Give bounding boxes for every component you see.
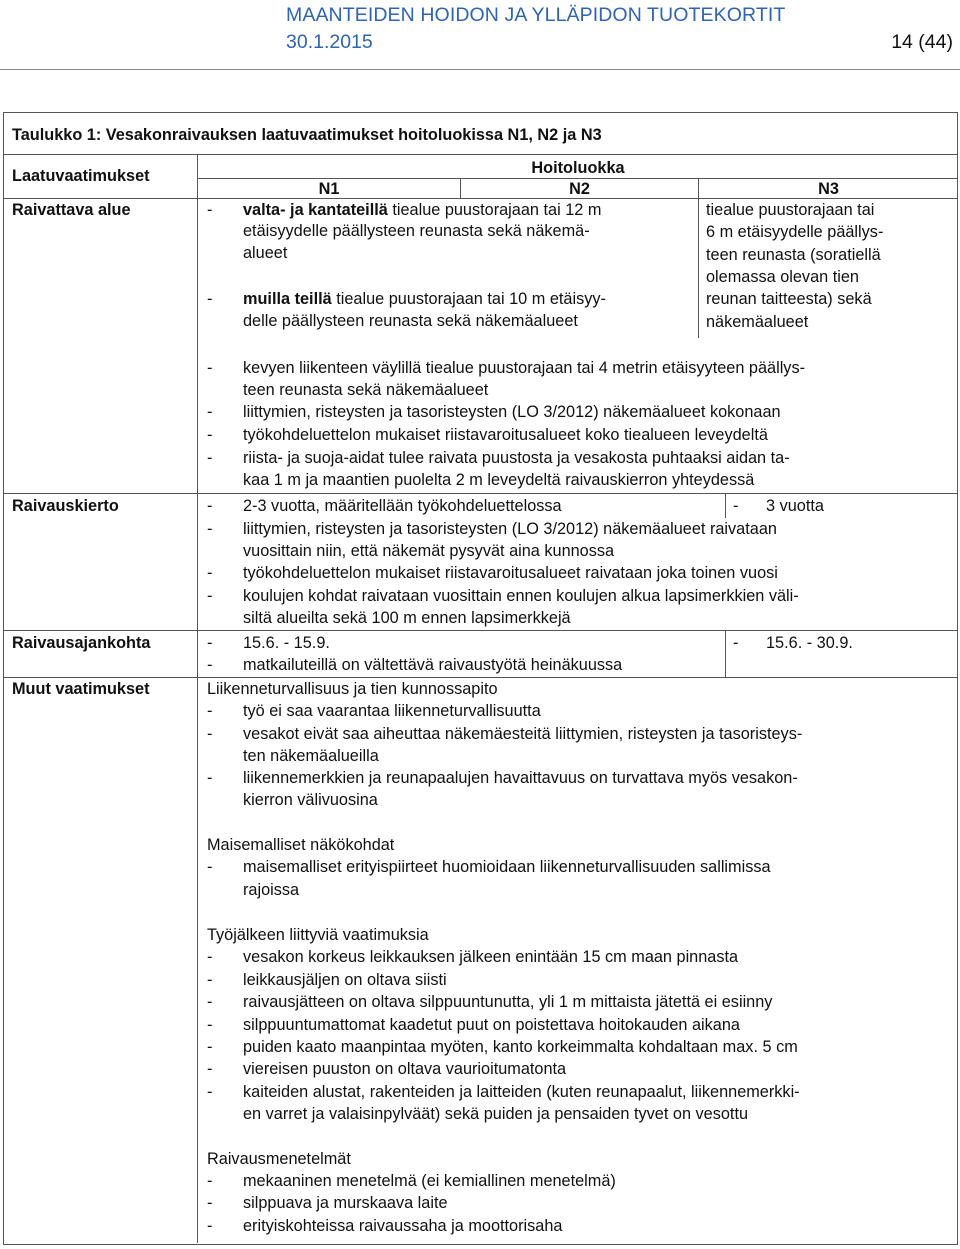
kierto-dash-2: -	[207, 564, 213, 582]
muut-s4-heading: Raivausmenetelmät	[207, 1150, 351, 1168]
muut-s4-dash-3: -	[207, 1217, 213, 1235]
kierto-n3-dash: -	[733, 497, 739, 515]
common-dash-2: -	[207, 403, 213, 421]
kohta-n3-divider	[725, 631, 726, 677]
caption-divider	[3, 154, 958, 155]
muut-s1-heading: Liikenneturvallisuus ja tien kunnossapito	[207, 680, 498, 698]
n12-item2-line2: delle päällysteen reunasta sekä näkemäalueet	[243, 312, 578, 330]
muut-s4-item-3: erityiskohteissa raivaussaha ja moottorisaha	[243, 1217, 563, 1235]
n12-item1-line3: alueet	[243, 244, 288, 262]
table-caption: Taulukko 1: Vesakonraivauksen laatuvaatimukset hoitoluokissa N1, N2 ja N3	[12, 126, 602, 144]
n12-item1-dash: -	[207, 201, 213, 219]
col-header-n3: N3	[818, 180, 839, 198]
common-item-2: liittymien, risteysten ja tasoristeysten (LO 3/2012) näkemäalueet kokonaan	[243, 403, 781, 421]
n3-line-2: 6 m etäisyydelle päällys-	[706, 223, 884, 241]
muut-s4-item-1: mekaaninen menetelmä (ei kemiallinen menetelmä)	[243, 1172, 616, 1190]
muut-s3-dash-5: -	[207, 1038, 213, 1056]
muut-s1-item-3a: liikennemerkkien ja reunapaalujen havaittavuus on turvattava myös vesakon-	[243, 769, 798, 787]
common-item-3: työkohdeluettelon mukaiset riistavaroitusalueet koko tiealueen leveydeltä	[243, 426, 768, 444]
muut-s1-dash-1: -	[207, 702, 213, 720]
n3-line-6: näkemäalueet	[706, 313, 809, 331]
kierto-n3: 3 vuotta	[766, 497, 824, 515]
label-column-divider	[197, 155, 198, 1243]
common-item-1b: teen reunasta sekä näkemäalueet	[243, 381, 489, 399]
row-label-raivattava-alue: Raivattava alue	[12, 201, 131, 219]
col-header-n1: N1	[318, 180, 340, 198]
n2-n3-divider-a	[698, 179, 699, 338]
muut-s2-heading: Maisemalliset näkökohdat	[207, 836, 395, 854]
muut-s1-item-3b: kierron välivuosina	[243, 791, 378, 809]
common-dash-1: -	[207, 359, 213, 377]
n12-item1-bold: valta- ja kantateillä	[243, 201, 388, 219]
kierto-n12-dash: -	[207, 497, 213, 515]
n3-line-1: tiealue puustorajaan tai	[706, 201, 875, 219]
col-header-laatuvaatimukset: Laatuvaatimukset	[12, 167, 150, 185]
muut-s3-item-5: puiden kaato maanpintaa myöten, kanto korkeimmalta kohdaltaan max. 5 cm	[243, 1038, 798, 1056]
muut-s3-dash-1: -	[207, 948, 213, 966]
muut-s1-item-1: työ ei saa vaarantaa liikenneturvallisuutta	[243, 702, 541, 720]
muut-s1-dash-3: -	[207, 769, 213, 787]
kierto-item-1b: vuosittain niin, että näkemät pysyvät aina kunnossa	[243, 542, 615, 560]
page-number: 14 (44)	[891, 31, 953, 53]
muut-s2-item-1b: rajoissa	[243, 881, 300, 899]
common-dash-4: -	[207, 449, 213, 467]
muut-s3-item-6: viereisen puuston on oltava vaurioitumatonta	[243, 1060, 567, 1078]
kierto-n12: 2-3 vuotta, määritellään työkohdeluettelossa	[243, 497, 562, 515]
muut-s1-item-2b: ten näkemäalueilla	[243, 747, 379, 765]
n12-item1-line2: etäisyydelle päällysteen reunasta sekä näkemä-	[243, 222, 590, 240]
muut-s3-item-1: vesakon korkeus leikkauksen jälkeen enintään 15 cm maan pinnasta	[243, 948, 739, 966]
muut-s1-dash-2: -	[207, 725, 213, 743]
row-label-muut-vaatimukset: Muut vaatimukset	[12, 680, 150, 698]
kohta-dash-1: -	[207, 634, 213, 652]
kohta-n3: 15.6. - 30.9.	[766, 634, 853, 652]
row-divider-muut	[3, 677, 958, 678]
row-divider-kohta	[3, 630, 958, 631]
kohta-n12-2: matkailuteillä on vältettävä raivaustyötä heinäkuussa	[243, 656, 623, 674]
kohta-n12-1: 15.6. - 15.9.	[243, 634, 330, 652]
muut-s3-dash-4: -	[207, 1016, 213, 1034]
kierto-item-2: työkohdeluettelon mukaiset riistavaroitusalueet raivataan joka toinen vuosi	[243, 564, 778, 582]
muut-s3-dash-6: -	[207, 1060, 213, 1078]
col-header-n2: N2	[569, 180, 590, 198]
muut-s3-dash-3: -	[207, 993, 213, 1011]
common-item-4b: kaa 1 m ja maantien puolelta 2 m leveydeltä raivauskierron yhteydessä	[243, 471, 755, 489]
row-label-raivauskierto: Raivauskierto	[12, 497, 119, 515]
kierto-item-1a: liittymien, risteysten ja tasoristeysten (LO 3/2012) näkemäalueet raivataan	[243, 520, 777, 538]
n12-item2-line1: muilla teillä tiealue puustorajaan tai 10 m etäisyy-	[243, 290, 606, 308]
muut-s2-dash-1: -	[207, 858, 213, 876]
muut-s3-item-7b: en varret ja valaisinpylväät) sekä puiden ja pensaiden tyvet on vesottu	[243, 1105, 749, 1123]
muut-s3-item-7a: kaiteiden alustat, rakenteiden ja laitteiden (kuten reunapaalut, liikennemerkki-	[243, 1083, 800, 1101]
header-rule	[0, 69, 960, 70]
document-title: MAANTEIDEN HOIDON JA YLLÄPIDON TUOTEKORTIT	[286, 4, 786, 26]
n3-line-5: reunan taitteesta) sekä	[706, 290, 872, 308]
row-label-raivausajankohta: Raivausajankohta	[12, 634, 151, 652]
kierto-dash-1: -	[207, 520, 213, 538]
muut-s1-item-2a: vesakot eivät saa aiheuttaa näkemäesteitä liittymien, risteysten ja tasoristeys-	[243, 725, 803, 743]
muut-s3-dash-7: -	[207, 1083, 213, 1101]
n12-item2-bold: muilla teillä	[243, 290, 332, 308]
n12-item2-dash: -	[207, 290, 213, 308]
muut-s2-item-1a: maisemalliset erityispiirteet huomioidaan liikenneturvallisuuden sallimissa	[243, 858, 771, 876]
kohta-n3-dash: -	[733, 634, 739, 652]
common-dash-3: -	[207, 426, 213, 444]
muut-s4-dash-2: -	[207, 1194, 213, 1212]
kierto-n3-divider	[725, 494, 726, 518]
common-item-4a: riista- ja suoja-aidat tulee raivata puustosta ja vesakosta puhtaaksi aidan ta-	[243, 449, 790, 467]
row-divider-kierto	[3, 493, 958, 494]
kierto-item-3a: koulujen kohdat raivataan vuosittain ennen koulujen alkua lapsimerkkien väli-	[243, 587, 799, 605]
muut-s4-dash-1: -	[207, 1172, 213, 1190]
common-item-1a: kevyen liikenteen väylillä tiealue puustorajaan tai 4 metrin etäisyyteen päällys-	[243, 359, 806, 377]
n12-item1-line1: valta- ja kantateillä tiealue puustorajaan tai 12 m	[243, 201, 602, 219]
muut-s3-item-4: silppuuntumattomat kaadetut puut on poistettava hoitokauden aikana	[243, 1016, 740, 1034]
muut-s4-item-2: silppuava ja murskaava laite	[243, 1194, 448, 1212]
n3-line-4: olemassa olevan tien	[706, 268, 859, 286]
kohta-dash-2: -	[207, 656, 213, 674]
col-header-hoitoluokka: Hoitoluokka	[531, 159, 625, 177]
muut-s3-heading: Työjälkeen liittyviä vaatimuksia	[207, 926, 429, 944]
kierto-dash-3: -	[207, 587, 213, 605]
muut-s3-item-2: leikkausjäljen on oltava siisti	[243, 971, 447, 989]
kierto-item-3b: siltä alueilta sekä 100 m ennen lapsimerkkejä	[243, 609, 571, 627]
muut-s3-dash-2: -	[207, 971, 213, 989]
n3-line-3: teen reunasta (soratiellä	[706, 246, 881, 264]
document-date: 30.1.2015	[286, 31, 373, 53]
muut-s3-item-3: raivausjätteen on oltava silppuuntunutta, yli 1 m mittaista jätettä ei esiinny	[243, 993, 773, 1011]
